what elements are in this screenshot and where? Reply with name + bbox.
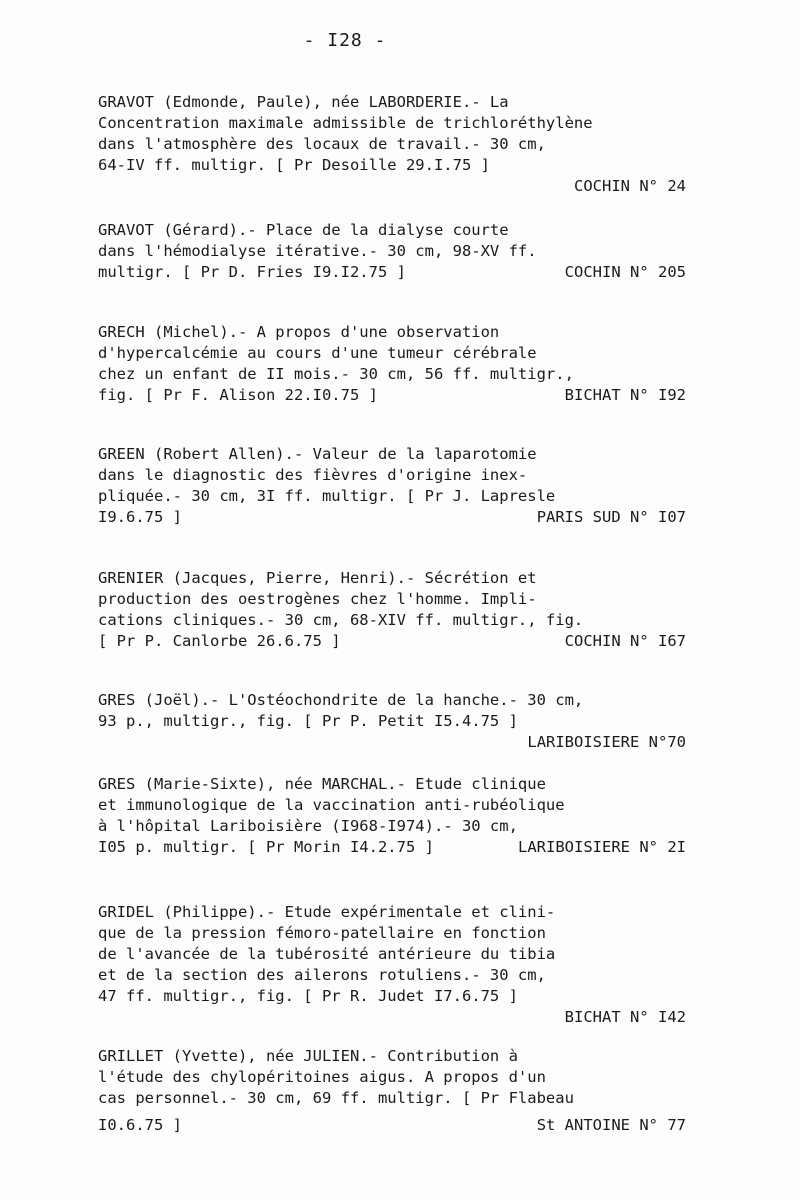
entry-line: GRES (Joël).- L'Ostéochondrite de la hanche.- 30 cm, [98,691,584,709]
entry-line: GREEN (Robert Allen).- Valeur de la laparotomie [98,445,537,463]
entry-line: GRES (Marie-Sixte), née MARCHAL.- Etude clinique [98,775,546,793]
entry-location: PARIS SUD N° I07 [536,508,686,526]
entry-line: de l'avancée de la tubérosité antérieure du tibia [98,945,556,963]
entry-location: COCHIN N° I67 [564,632,686,650]
entry-line: à l'hôpital Lariboisière (I968-I974).- 30 cm, [98,817,518,835]
entry-line: [ Pr P. Canlorbe 26.6.75 ] [98,632,341,650]
entry-line: I0.6.75 ] [98,1116,182,1134]
bibliography-entry [98,92,698,197]
bibliography-entry [98,690,698,753]
entry-line: GRAVOT (Gérard).- Place de la dialyse courte [98,221,509,239]
entry-line: multigr. [ Pr D. Fries I9.I2.75 ] [98,263,406,281]
entry-line: dans le diagnostic des fièvres d'origine inex- [98,466,528,484]
entry-line: 64-IV ff. multigr. [ Pr Desoille 29.I.75 ] [98,156,490,174]
entry-line: GRILLET (Yvette), née JULIEN.- Contribution à [98,1047,518,1065]
entry-location: BICHAT N° I92 [564,386,686,404]
entry-line: GRAVOT (Edmonde, Paule), née LABORDERIE.- La [98,93,509,111]
bibliography-entry [98,220,698,283]
entry-line: fig. [ Pr F. Alison 22.I0.75 ] [98,386,378,404]
entry-line: et immunologique de la vaccination anti-rubéolique [98,796,565,814]
bibliography-entry [98,1046,698,1136]
bibliography-entry [98,322,698,406]
entry-line: 93 p., multigr., fig. [ Pr P. Petit I5.4.75 ] [98,712,518,730]
entry-line: que de la pression fémoro-patellaire en fonction [98,924,546,942]
entry-line: chez un enfant de II mois.- 30 cm, 56 ff. multigr., [98,365,574,383]
entry-line: GRECH (Michel).- A propos d'une observation [98,323,500,341]
bibliography-entry [98,444,698,528]
entry-line: et de la section des ailerons rotuliens.- 30 cm, [98,966,546,984]
bibliography-entry [98,568,698,652]
entry-line: Concentration maximale admissible de trichloréthylène [98,114,593,132]
entry-line: cas personnel.- 30 cm, 69 ff. multigr. [ Pr Flabeau [98,1089,574,1107]
entry-location: COCHIN N° 205 [564,263,686,281]
bibliography-entry [98,774,698,858]
entry-location: LARIBOISIERE N° 2I [518,838,686,856]
entry-line: GRIDEL (Philippe).- Etude expérimentale et clini- [98,903,556,921]
entry-line: dans l'hémodialyse itérative.- 30 cm, 98-XV ff. [98,242,537,260]
entry-line: d'hypercalcémie au cours d'une tumeur cérébrale [98,344,537,362]
entry-line: I05 p. multigr. [ Pr Morin I4.2.75 ] [98,838,434,856]
entry-line: 47 ff. multigr., fig. [ Pr R. Judet I7.6.75 ] [98,987,518,1005]
entry-location: BICHAT N° I42 [564,1008,686,1026]
entry-line: production des oestrogènes chez l'homme. Impli- [98,590,537,608]
page-number: - I28 - [303,30,387,51]
entry-line: l'étude des chylopéritoines aigus. A propos d'un [98,1068,546,1086]
entry-line: GRENIER (Jacques, Pierre, Henri).- Sécrétion et [98,569,537,587]
entry-line: I9.6.75 ] [98,508,182,526]
entry-line: cations cliniques.- 30 cm, 68-XIV ff. multigr., fig. [98,611,584,629]
entry-location: St ANTOINE N° 77 [536,1116,686,1134]
entry-location: COCHIN N° 24 [574,177,686,195]
entry-line: pliquée.- 30 cm, 3I ff. multigr. [ Pr J. Lapresle [98,487,556,505]
entry-line: dans l'atmosphère des locaux de travail.- 30 cm, [98,135,546,153]
bibliography-entry [98,902,698,1028]
entry-location: LARIBOISIERE N°70 [527,733,686,751]
